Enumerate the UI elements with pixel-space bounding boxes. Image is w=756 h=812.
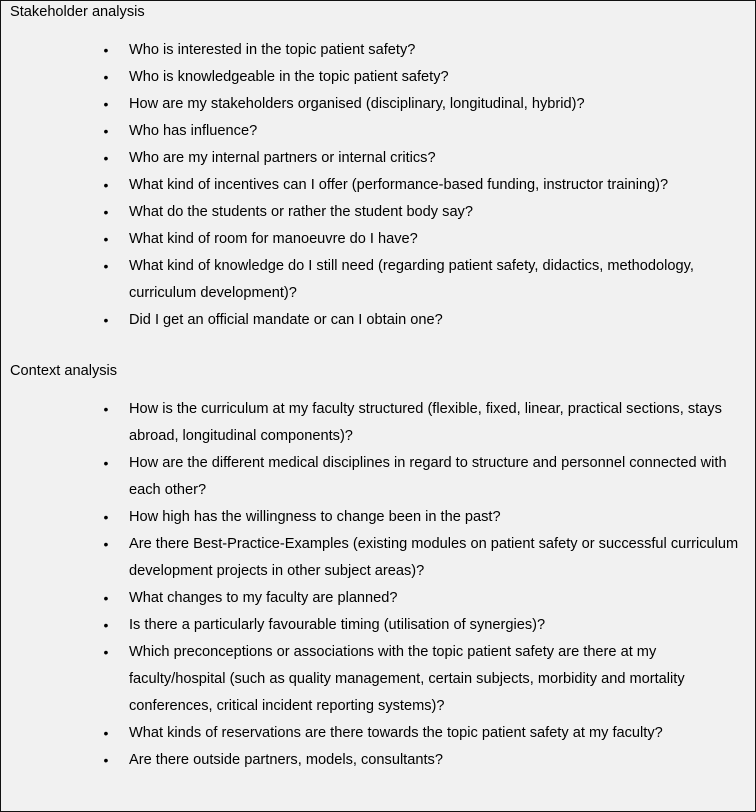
list-item-text: How are my stakeholders organised (disciplinary, longitudinal, hybrid)? [129, 96, 585, 112]
context-analysis-heading: Context analysis [10, 363, 118, 379]
list-item-text: Did I get an official mandate or can I obtain one? [129, 312, 443, 328]
list-item [1, 720, 755, 747]
list-item [1, 504, 755, 531]
list-item-text: How are the different medical disciplines in regard to structure and personnel connected with each other? [129, 455, 727, 498]
list-item-text: Who has influence? [129, 123, 258, 139]
bullet-icon: • [103, 177, 109, 193]
list-item-text: How is the curriculum at my faculty structured (flexible, fixed, linear, practical sections, stays abroad, longitudinal components)? [129, 401, 722, 444]
list-item [1, 64, 755, 91]
list-item [1, 531, 755, 585]
list-item-text: Who is knowledgeable in the topic patient safety? [129, 69, 449, 85]
list-item [1, 307, 755, 334]
bullet-icon: • [103, 644, 109, 660]
list-item [1, 145, 755, 172]
list-item [1, 396, 755, 450]
list-item-text: Which preconceptions or associations with the topic patient safety are there at my faculty/hospital (such as quality management, certain subjects, morbidity and mortality conferences, critical incident reporting systems)? [129, 644, 685, 714]
list-item-text: Is there a particularly favourable timing (utilisation of synergies)? [129, 617, 546, 633]
list-item [1, 226, 755, 253]
stakeholder-question-list [1, 37, 755, 334]
bullet-icon: • [103, 536, 109, 552]
bullet-icon: • [103, 509, 109, 525]
list-item [1, 450, 755, 504]
list-item-text: Are there Best-Practice-Examples (existing modules on patient safety or successful curriculum development projects in other subject areas)? [129, 536, 739, 579]
bullet-icon: • [103, 123, 109, 139]
list-item-text: What do the students or rather the student body say? [129, 204, 473, 220]
list-item [1, 91, 755, 118]
list-item [1, 172, 755, 199]
list-item-text: Who are my internal partners or internal critics? [129, 150, 436, 166]
list-item-text: What kinds of reservations are there towards the topic patient safety at my faculty? [129, 725, 663, 741]
list-item [1, 199, 755, 226]
bullet-icon: • [103, 752, 109, 768]
bullet-icon: • [103, 258, 109, 274]
bullet-icon: • [103, 96, 109, 112]
bullet-icon: • [103, 231, 109, 247]
list-item [1, 612, 755, 639]
list-item-text: Are there outside partners, models, consultants? [129, 752, 443, 768]
list-item [1, 118, 755, 145]
bullet-icon: • [103, 401, 109, 417]
list-item-text: Who is interested in the topic patient safety? [129, 42, 416, 58]
list-item-text: What kind of incentives can I offer (performance-based funding, instructor training)? [129, 177, 669, 193]
list-item [1, 639, 755, 720]
list-item [1, 747, 755, 774]
bullet-icon: • [103, 725, 109, 741]
bullet-icon: • [103, 590, 109, 606]
list-item [1, 585, 755, 612]
list-item-text: What kind of knowledge do I still need (regarding patient safety, didactics, methodology, curriculum development)? [129, 258, 694, 301]
bullet-icon: • [103, 69, 109, 85]
bullet-icon: • [103, 204, 109, 220]
stakeholder-analysis-heading: Stakeholder analysis [10, 4, 145, 20]
list-item [1, 37, 755, 64]
context-question-list [1, 396, 755, 774]
bullet-icon: • [103, 617, 109, 633]
list-item-text: How high has the willingness to change been in the past? [129, 509, 501, 525]
bullet-icon: • [103, 455, 109, 471]
list-item [1, 253, 755, 307]
bullet-icon: • [103, 312, 109, 328]
bullet-icon: • [103, 150, 109, 166]
bullet-icon: • [103, 42, 109, 58]
list-item-text: What changes to my faculty are planned? [129, 590, 398, 606]
list-item-text: What kind of room for manoeuvre do I have? [129, 231, 418, 247]
